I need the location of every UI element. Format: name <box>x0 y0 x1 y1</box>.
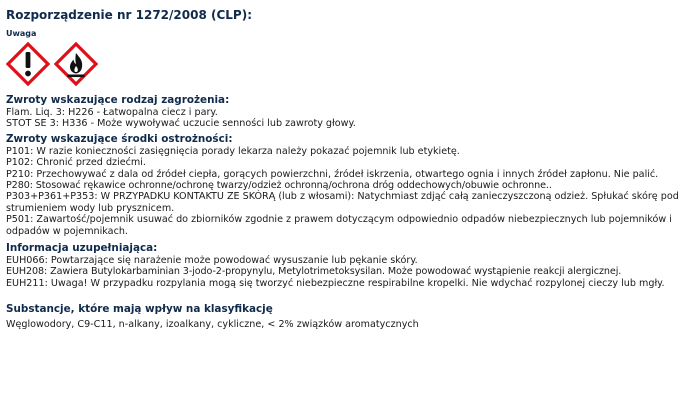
supplementary-statement: EUH066: Powtarzające się narażenie może powodować wysuszanie lub pękanie skóry. <box>6 255 418 267</box>
supplementary-statement: EUH208: Zawiera Butylokarbaminian 3-jodo-2-propynylu, Metylotrimetoksysilan. Może powodować wystąpienie reakcji alergicznej. <box>6 266 622 278</box>
precautionary-statements-heading: Zwroty wskazujące środki ostrożności: <box>6 132 233 145</box>
classification-substances-heading: Substancje, które mają wpływ na klasyfikację <box>6 303 273 316</box>
precautionary-statement: P102: Chronić przed dziećmi. <box>6 157 146 169</box>
hazard-statement: Flam. Liq. 3: H226 - Łatwopalna ciecz i pary. <box>6 107 218 118</box>
signal-word: Uwaga <box>6 29 37 38</box>
classification-substance: Węglowodory, C9-C11, n-alkany, izoalkany, cykliczne, < 2% związków aromatycznych <box>6 319 419 331</box>
hazard-statement: STOT SE 3: H336 - Może wywoływać uczucie senności lub zawroty głowy. <box>6 118 356 130</box>
precautionary-statement: P210: Przechowywać z dala od źródeł ciepła, gorących powierzchni, źródeł iskrzenia, otwartego ognia i innych źródeł zapłonu. Nie palić. <box>6 168 659 180</box>
exclamation-mark-icon <box>6 42 50 86</box>
document-title: Rozporządzenie nr 1272/2008 (CLP): <box>6 8 252 22</box>
precautionary-statement: P501: Zawartość/pojemnik usuwać do zbiorników zgodnie z prawem dotyczącym odpowiednio odpadów niebezpiecznych lub pojemników i odpadów w pojemnikach. <box>6 214 672 237</box>
supplementary-statement: EUH211: Uwaga! W przypadku rozpylania mogą się tworzyć niebezpieczne respirabilne kropelki. Nie wdychać rozpylonej cieczy lub mgły. <box>6 277 665 289</box>
precautionary-statement: P101: W razie konieczności zasięgnięcia porady lekarza należy pokazać pojemnik lub etykietę. <box>6 145 460 157</box>
precautionary-statement: P303+P361+P353: W PRZYPADKU KONTAKTU ZE SKÓRĄ (lub z włosami): Natychmiast zdjąć całą zanieczyszczoną odzież. Spłukać skórę pod strumieniem wody lub prysznicem. <box>6 191 679 214</box>
hazard-statements-heading: Zwroty wskazujące rodzaj zagrożenia: <box>6 94 230 106</box>
supplementary-info-heading: Informacja uzupełniająca: <box>6 242 158 255</box>
flame-icon <box>54 42 98 86</box>
hazard-pictograms <box>6 42 680 88</box>
precautionary-statement: P280: Stosować rękawice ochronne/ochronę twarzy/odzież ochronną/ochrona dróg oddechowych/obuwie ochronne.. <box>6 180 552 192</box>
